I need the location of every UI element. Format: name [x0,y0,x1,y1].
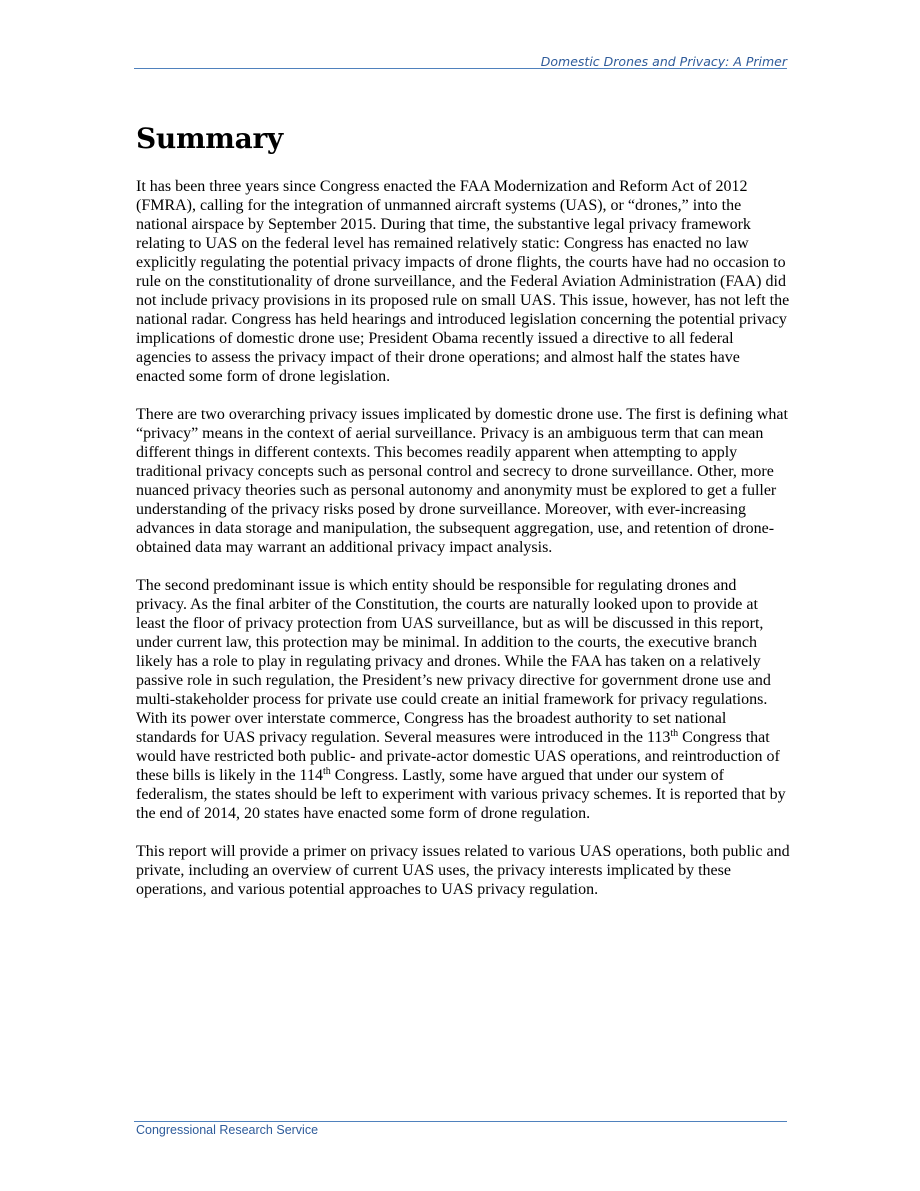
paragraph-1: It has been three years since Congress enacted the FAA Modernization and Reform Act of 2012 (FMRA), calling for the integration of unmanned aircraft systems (UAS), or “drones,” into the national airspace by September 2015. During that time, the substantive legal privacy framework relating to UAS on the federal level has remained relatively static: Congress has enacted no law explicitly regulating the potential privacy impacts of drone flights, the courts have had no occasion to rule on the constitutionality of drone surveillance, and the Federal Aviation Administration (FAA) did not include privacy provisions in its proposed rule on small UAS. This issue, however, has not left the national radar. Congress has held hearings and introduced legislation concerning the potential privacy implications of domestic drone use; President Obama recently issued a directive to all federal agencies to assess the privacy impact of their drone operations; and almost half the states have enacted some form of drone legislation. [136,178,790,385]
section-title: Summary [136,122,283,155]
paragraph-4: This report will provide a primer on privacy issues related to various UAS operations, both public and private, including an overview of current UAS uses, the privacy interests implicated by these operations, and various potential approaches to UAS privacy regulation. [136,843,790,898]
paragraph-3-part-3: Congress. Lastly, some have argued that under our system of federalism, the states should be left to experiment with various privacy schemes. It is reported that by the end of 2014, 20 states have enacted some form of drone regulation. [136,767,786,822]
ordinal-superscript: th [670,728,679,739]
paragraph-2: There are two overarching privacy issues implicated by domestic drone use. The first is defining what “privacy” means in the context of aerial surveillance. Privacy is an ambiguous term that can mean different things in different contexts. This becomes readily apparent when attempting to apply traditional privacy concepts such as personal control and secrecy to drone surveillance. Other, more nuanced privacy theories such as personal autonomy and anonymity must be explored to get a fuller understanding of the privacy risks posed by drone surveillance. Moreover, with ever-increasing advances in data storage and manipulation, the subsequent aggregation, use, and retention of drone-obtained data may warrant an additional privacy impact analysis. [136,406,788,556]
running-header-title: Domestic Drones and Privacy: A Primer [540,54,787,69]
ordinal-superscript: th [322,766,331,777]
paragraph-3-part-1: The second predominant issue is which entity should be responsible for regulating drones and privacy. As the final arbiter of the Constitution, the courts are naturally looked upon to provide at least the floor of privacy protection from UAS surveillance, but as will be discussed in this report, under current law, this protection may be minimal. In addition to the courts, the executive branch likely has a role to play in regulating privacy and drones. While the FAA has taken on a relatively passive role in such regulation, the President’s new privacy directive for government drone use and multi-stakeholder process for private use could create an initial framework for privacy regulations. With its power over interstate commerce, Congress has the broadest authority to set national standards for UAS privacy regulation. Several measures were introduced in the 113 [136,577,771,746]
paragraph-3-part-2: Congress that would have restricted both public- and private-actor domestic UAS operations, and reintroduction of these bills is likely in the 114 [136,729,780,784]
footer-organization: Congressional Research Service [136,1123,319,1137]
header-rule [134,68,787,69]
footer-rule [134,1121,787,1122]
summary-body [136,177,790,918]
paragraph-3 [136,576,790,823]
